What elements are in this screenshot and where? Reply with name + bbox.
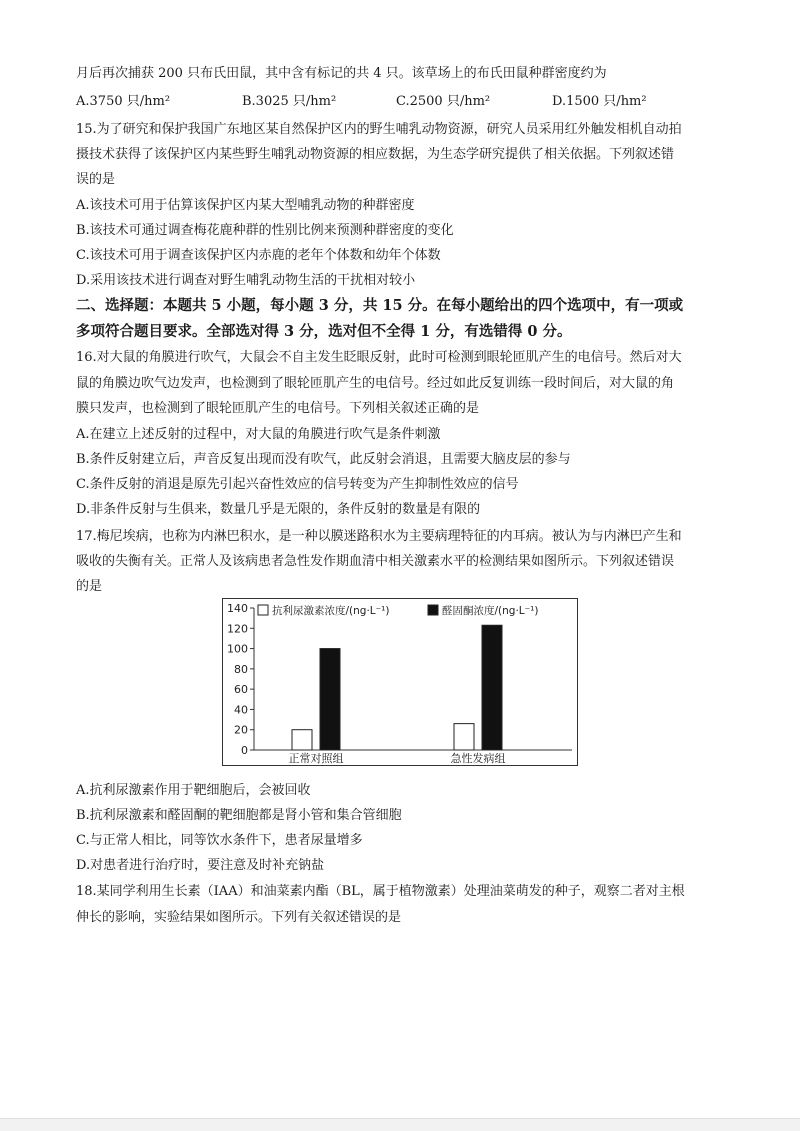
legend-swatch xyxy=(258,605,268,615)
q14-options xyxy=(76,92,736,112)
y-tick-label: 140 xyxy=(227,602,248,615)
hormone-chart-svg xyxy=(222,598,578,766)
y-tick-label: 20 xyxy=(234,723,248,737)
q15-stem-line3: 误的是 xyxy=(76,172,116,187)
q16-stem-line3: 膜只发声，也检测到了眼轮匝肌产生的电信号。下列相关叙述正确的是 xyxy=(76,401,480,416)
q14-option-c: C.2500 只/hm² xyxy=(396,94,491,109)
q15-option-b: B.该技术可通过调查梅花鹿种群的性别比例来预测种群密度的变化 xyxy=(76,223,454,238)
q17-stem-line1: 17.梅尼埃病，也称为内淋巴积水，是一种以膜迷路积水为主要病理特征的内耳病。被认为与内淋巴产生和 xyxy=(76,529,682,544)
q14-option-a: A.3750 只/hm² xyxy=(76,94,171,109)
q18-stem-line1: 18.某同学利用生长素（IAA）和油菜素内酯（BL，属于植物激素）处理油菜萌发的种子，观察二者对主根 xyxy=(76,884,685,899)
section2-heading-line2: 多项符合题目要求。全部选对得 3 分，选对但不全得 1 分，有选错得 0 分。 xyxy=(76,323,572,340)
q17-option-d: D.对患者进行治疗时，要注意及时补充钠盐 xyxy=(76,858,325,873)
bar-aldosterone-control xyxy=(320,649,340,750)
q17-stem-line3: 的是 xyxy=(76,579,103,594)
q14-option-d: D.1500 只/hm² xyxy=(552,94,647,109)
q17-option-c: C.与正常人相比，同等饮水条件下，患者尿量增多 xyxy=(76,833,363,848)
q17-option-a: A.抗利尿激素作用于靶细胞后，会被回收 xyxy=(76,783,311,798)
y-tick-label: 60 xyxy=(234,683,248,697)
legend-label: 抗利尿激素浓度/(ng·L⁻¹) xyxy=(272,605,390,617)
q16-stem-line1: 16.对大鼠的角膜进行吹气，大鼠会不自主发生眨眼反射，此时可检测到眼轮匝肌产生的电信号。然后对大 xyxy=(76,350,682,365)
q16-option-b: B.条件反射建立后，声音反复出现而没有吹气，此反射会消退，且需要大脑皮层的参与 xyxy=(76,452,571,467)
y-tick-label: 40 xyxy=(234,703,248,717)
legend-swatch xyxy=(428,605,438,615)
bar-aldosterone-acute xyxy=(482,625,502,750)
y-tick-label: 100 xyxy=(227,642,248,656)
bar-adh-control xyxy=(292,730,312,750)
q15-option-a: A.该技术可用于估算该保护区内某大型哺乳动物的种群密度 xyxy=(76,198,415,213)
hormone-bar-chart xyxy=(222,598,578,766)
q17-option-b: B.抗利尿激素和醛固酮的靶细胞都是肾小管和集合管细胞 xyxy=(76,808,402,823)
y-tick-label: 80 xyxy=(234,662,248,676)
page-bottom-edge xyxy=(0,1118,800,1131)
chart-frame xyxy=(223,599,578,766)
q16-stem-line2: 鼠的角膜边吹气边发声，也检测到了眼轮匝肌产生的电信号。经过如此反复训练一段时间后，对大鼠的角 xyxy=(76,376,675,391)
q15-stem-line1: 15.为了研究和保护我国广东地区某自然保护区内的野生哺乳动物资源，研究人员采用红外触发相机自动拍 xyxy=(76,122,682,137)
q16-option-d: D.非条件反射与生俱来，数量几乎是无限的，条件反射的数量是有限的 xyxy=(76,502,481,517)
q15-option-c: C.该技术可用于调查该保护区内赤鹿的老年个体数和幼年个体数 xyxy=(76,248,441,263)
q15-option-d: D.采用该技术进行调查对野生哺乳动物生活的干扰相对较小 xyxy=(76,273,416,288)
y-tick-label: 120 xyxy=(227,622,248,636)
q16-option-a: A.在建立上述反射的过程中，对大鼠的角膜进行吹气是条件刺激 xyxy=(76,427,441,442)
bar-adh-acute xyxy=(454,724,474,750)
x-category-label: 正常对照组 xyxy=(288,752,344,765)
q15-stem-line2: 摄技术获得了该保护区内某些野生哺乳动物资源的相应数据，为生态学研究提供了相关依据。下列叙述错 xyxy=(76,147,675,162)
y-tick-label: 0 xyxy=(241,744,248,757)
x-category-label: 急性发病组 xyxy=(450,752,506,765)
q16-option-c: C.条件反射的消退是原先引起兴奋性效应的信号转变为产生抑制性效应的信号 xyxy=(76,477,519,492)
legend-label: 醛固酮浓度/(ng·L⁻¹) xyxy=(442,605,539,617)
q18-stem-line2: 伸长的影响，实验结果如图所示。下列有关叙述错误的是 xyxy=(76,910,402,925)
section2-heading-line1: 二、选择题：本题共 5 小题，每小题 3 分，共 15 分。在每小题给出的四个选项中，有一项或 xyxy=(76,297,684,314)
q14-option-b: B.3025 只/hm² xyxy=(242,94,337,109)
q17-stem-line2: 吸收的失衡有关。正常人及该病患者急性发作期血清中相关激素水平的检测结果如图所示。下列叙述错误 xyxy=(76,554,675,569)
q14-stem-tail: 月后再次捕获 200 只布氏田鼠，其中含有标记的共 4 只。该草场上的布氏田鼠种群密度约为 xyxy=(76,66,607,81)
